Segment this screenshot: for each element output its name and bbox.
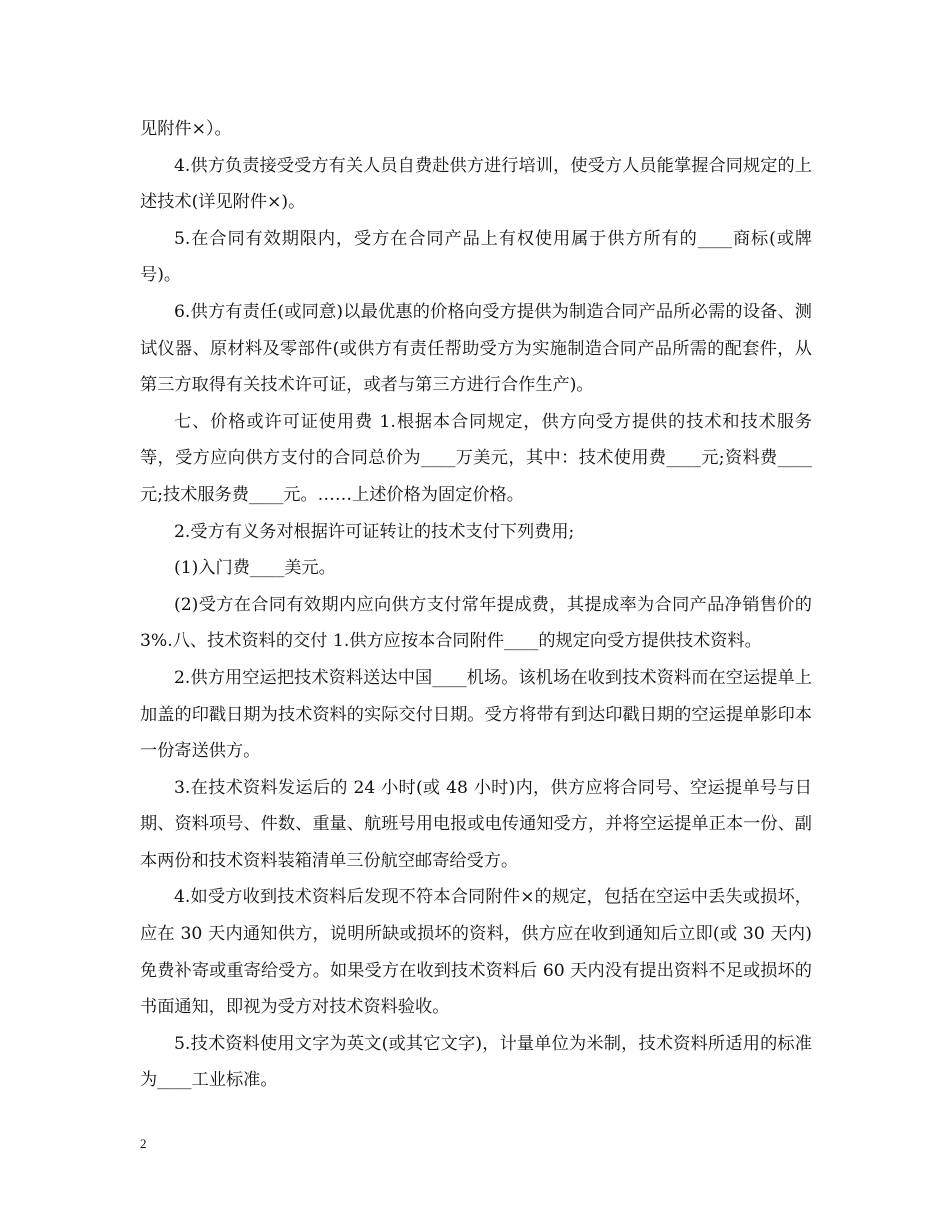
contract-body — [140, 111, 812, 1099]
paragraph-royalty-and-delivery: (2)受方在合同有效期内应向供方支付常年提成费，其提成率为合同产品净销售价的 3%.八、技术资料的交付 1.供方应按本合同附件____的规定向受方提供技术资料。 — [140, 594, 812, 652]
paragraph-shipment-notice: 3.在技术资料发运后的 24 小时(或 48 小时)内，供方应将合同号、空运提单号与日期、资料项号、件数、重量、航班号用电报或电传通知受方，并将空运提单正本一份、副本两份和技术资料装箱清单三份航空邮寄给受方。 — [140, 777, 812, 871]
paragraph-fee-obligation: 2.受方有义务对根据许可证转让的技术支付下列费用; — [174, 521, 575, 542]
paragraph-price-section: 七、价格或许可证使用费 1.根据本合同规定，供方向受方提供的技术和技术服务等，受方应向供方支付的合同总价为____万美元，其中：技术使用费____元;资料费____元;技术服务费____元。……上述价格为固定价格。 — [140, 411, 812, 505]
paragraph-training-clause: 4.供方负责接受受方有关人员自费赴供方进行培训，使受方人员能掌握合同规定的上述技术(详见附件×)。 — [140, 155, 812, 213]
paragraph-missing-documents: 4.如受方收到技术资料后发现不符本合同附件×的规定，包括在空运中丢失或损坏，应在 30 天内通知供方，说明所缺或损坏的资料，供方应在收到通知后立即(或 30 天内)免费补寄或重寄给受方。如果受方在收到技术资料后 60 天内没有提出资料不足或损坏的书面通知，即视为受方对技术资料验收。 — [140, 887, 812, 1018]
paragraph-language-standards: 5.技术资料使用文字为英文(或其它文字)，计量单位为米制，技术资料所适用的标准为____工业标准。 — [140, 1033, 812, 1091]
paragraph-equipment-clause: 6.供方有责任(或同意)以最优惠的价格向受方提供为制造合同产品所必需的设备、测试仪器、原材料及零部件(或供方有责任帮助受方为实施制造合同产品所需的配套件，从第三方取得有关技术许可证，或者与第三方进行合作生产)。 — [140, 301, 812, 396]
paragraph-air-shipment: 2.供方用空运把技术资料送达中国____机场。该机场在收到技术资料而在空运提单上加盖的印戳日期为技术资料的实际交付日期。受方将带有到达印戳日期的空运提单影印本一份寄送供方。 — [140, 667, 812, 762]
paragraph-continuation: 见附件×）。 — [140, 119, 232, 139]
paragraph-entry-fee: (1)入门费____美元。 — [174, 558, 336, 579]
page-number: 2 — [140, 1136, 147, 1151]
paragraph-trademark-clause: 5.在合同有效期限内，受方在合同产品上有权使用属于供方所有的____商标(或牌号)。 — [140, 228, 812, 286]
